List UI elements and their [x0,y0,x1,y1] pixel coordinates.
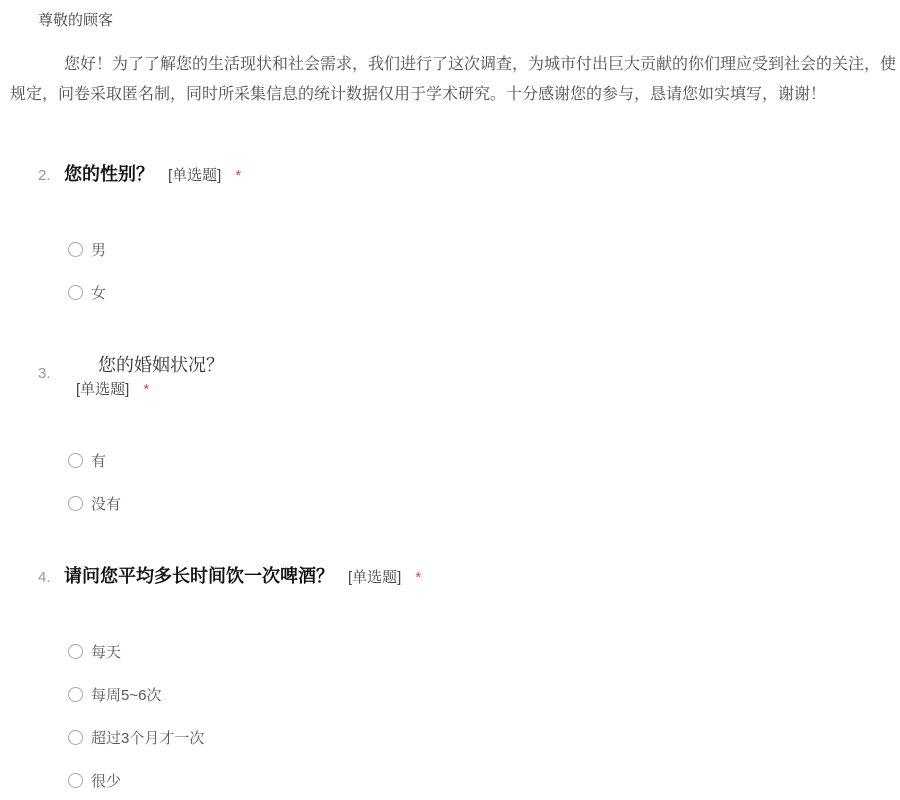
question-type-label: [单选题] [348,569,402,586]
question-title: 您的婚姻状况？ [98,355,224,375]
option-row[interactable] [68,685,900,703]
intro-paragraph-line-1: 您好！为了了解您的生活现状和社会需求，我们进行了这次调查，为城市付出巨大贡献的你们理应受到社会的关注，使 [64,56,897,73]
option-row[interactable] [68,451,900,469]
question-header [38,564,900,590]
radio-button-icon[interactable] [68,496,83,511]
radio-button-icon[interactable] [68,730,83,745]
radio-button-icon[interactable] [68,773,83,788]
radio-button-icon[interactable] [68,644,83,659]
option-row[interactable] [68,283,900,301]
radio-button-icon[interactable] [68,242,83,257]
option-label[interactable]: 有 [91,452,107,470]
option-row[interactable] [68,494,900,512]
option-row[interactable] [68,642,900,660]
question-header [38,162,900,188]
option-label[interactable]: 女 [91,284,107,302]
radio-button-icon[interactable] [68,285,83,300]
option-label[interactable]: 超过3个月才一次 [91,729,205,747]
radio-button-icon[interactable] [68,453,83,468]
question-title: 请问您平均多长时间饮一次啤酒？ [64,566,334,586]
question-header [38,353,900,399]
required-asterisk: * [235,167,242,184]
question-gender [10,162,900,301]
question-marital-status [10,353,900,512]
option-label[interactable]: 每天 [91,643,122,661]
option-label[interactable]: 男 [91,241,107,259]
question-number: 3. [38,365,51,382]
required-asterisk: * [143,381,150,398]
option-row[interactable] [68,240,900,258]
option-label[interactable]: 很少 [91,772,122,790]
option-row[interactable] [68,728,900,746]
option-row[interactable] [68,771,900,789]
question-number: 4. [38,569,51,586]
option-label[interactable]: 没有 [91,495,122,513]
question-number: 2. [38,167,51,184]
intro-paragraph-line-2: 规定，问卷采取匿名制，同时所采集信息的统计数据仅用于学术研究。十分感谢您的参与，恳请您如实填写，谢谢！ [10,86,827,103]
option-list [38,642,900,789]
option-list [38,240,900,301]
option-list [38,451,900,512]
question-title: 您的性别？ [64,164,154,184]
required-asterisk: * [415,569,422,586]
option-label[interactable]: 每周5~6次 [91,686,162,704]
survey-greeting: 尊敬的顾客 [38,12,114,29]
question-type-label: [单选题] [168,167,222,184]
question-type-label: [单选题] [76,381,130,398]
radio-button-icon[interactable] [68,687,83,702]
question-beer-frequency [10,564,900,789]
